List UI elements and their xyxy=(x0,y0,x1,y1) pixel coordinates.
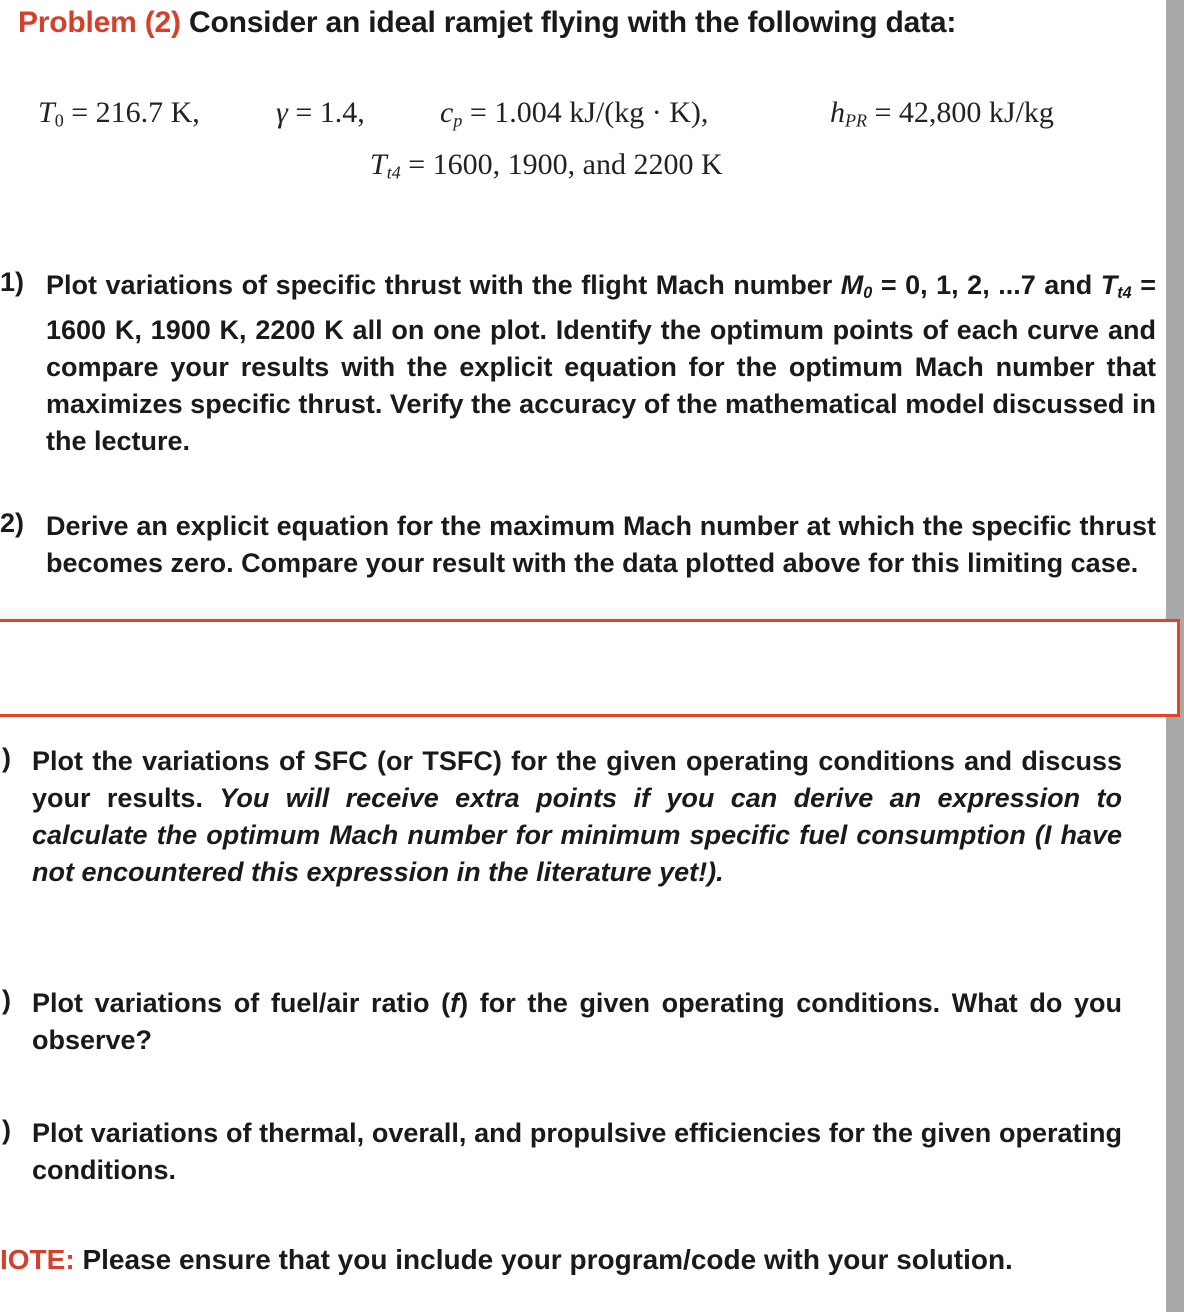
given-tt4: $T_{t4} = 1600$, 1900, and 2200 K xyxy=(370,148,723,183)
divider-shade xyxy=(0,606,1166,620)
item-1-number: 1) xyxy=(0,267,25,297)
item-5-number: ) xyxy=(2,1115,11,1145)
item-1-text: Plot variations of specific thrust with the flight Mach number $M_0 = 0$, 1, 2, ...7 and $T_{t4} = 1600$ K, 1900 K, 2200 K all on one plot. Identify the optimum points of each curve and compare your results with the explicit equation for the optimum Mach number that maximizes specific thrust. Verify the accuracy of the mathematical model discussed in the lecture. xyxy=(46,270,1156,457)
item-5-text: Plot variations of thermal, overall, and propulsive efficiencies for the given operating conditions. xyxy=(32,1118,1122,1185)
problem-statement: Consider an ideal ramjet flying with the following data: xyxy=(188,6,957,39)
note-text: Please ensure that you include your program/code with your solution. xyxy=(74,1244,1013,1275)
item-2-number: 2) xyxy=(0,508,25,538)
highlight-box xyxy=(0,619,1180,717)
item-3-number: ) xyxy=(2,743,11,773)
given-hpr: $h_{PR} = 42,800$ kJ/kg xyxy=(830,96,1054,131)
problem-label: Problem (2) xyxy=(18,6,181,39)
note-label: IOTE: xyxy=(0,1244,75,1275)
item-3-text: Plot the variations of SFC (or TSFC) for the given operating conditions and discuss your results. You will receive extra points if you can derive an expression to calculate the optimum Mach number for minimum specific fuel consumption (I have not encountered this expression in the literature yet!). xyxy=(32,746,1122,887)
problem-title xyxy=(18,6,956,40)
given-cp: $c_p = 1.004$ kJ/(kg · K), xyxy=(440,96,709,131)
note xyxy=(0,1244,1013,1276)
item-4-text: Plot variations of fuel/air ratio (f) for the given operating conditions. What do you observe? xyxy=(32,988,1122,1055)
given-gamma: γ = 1.4, xyxy=(276,96,365,129)
given-t0: $T_0 = 216.7$ K, xyxy=(38,96,200,131)
item-4-number: ) xyxy=(2,985,11,1015)
item-2-text: Derive an explicit equation for the maximum Mach number at which the specific thrust becomes zero. Compare your result with the data plotted above for this limiting case. xyxy=(46,511,1156,578)
